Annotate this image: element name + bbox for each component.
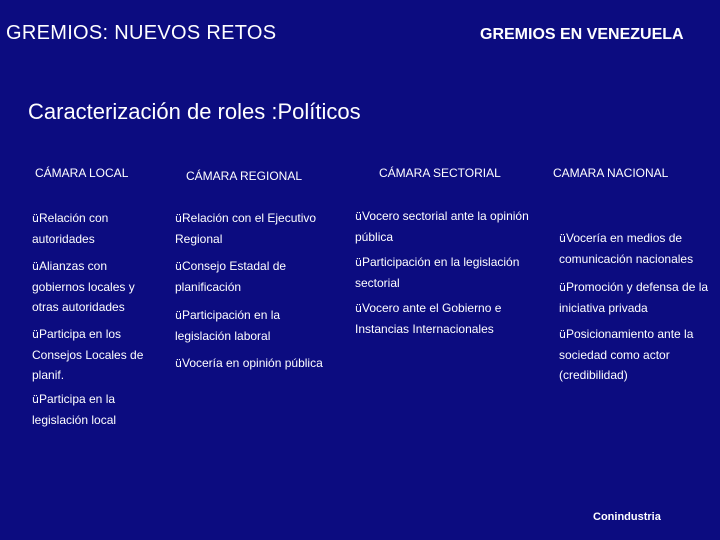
list-item: üRelación con el Ejecutivo Regional bbox=[175, 211, 317, 246]
column-heading-regional: CÁMARA REGIONAL bbox=[186, 169, 303, 183]
list-item: üParticipación en la legislación sectorial bbox=[355, 255, 520, 290]
check-bullet-icon: ü bbox=[559, 281, 566, 294]
list-item: üPosicionamiento ante la sociedad como actor (credibilidad) bbox=[559, 327, 694, 382]
check-bullet-icon: ü bbox=[175, 212, 182, 225]
list-item: üVocería en opinión pública bbox=[175, 356, 323, 370]
column-local bbox=[32, 208, 143, 430]
check-bullet-icon: ü bbox=[175, 309, 182, 322]
check-bullet-icon: ü bbox=[355, 210, 362, 223]
column-regional bbox=[175, 208, 323, 374]
check-bullet-icon: ü bbox=[559, 328, 566, 341]
check-bullet-icon: ü bbox=[32, 328, 39, 341]
list-item: üVocero sectorial ante la opinión pública bbox=[355, 209, 529, 244]
list-item: üPromoción y defensa de la iniciativa privada bbox=[559, 280, 709, 315]
header-title-left: GREMIOS: NUEVOS RETOS bbox=[6, 22, 277, 44]
column-nacional bbox=[559, 228, 708, 385]
check-bullet-icon: ü bbox=[175, 260, 182, 273]
check-bullet-icon: ü bbox=[32, 212, 39, 225]
column-heading-sectorial: CÁMARA SECTORIAL bbox=[379, 166, 501, 180]
list-item: üAlianzas con gobiernos locales y otras autoridades bbox=[32, 259, 135, 314]
check-bullet-icon: ü bbox=[32, 393, 39, 406]
list-item: üRelación con autoridades bbox=[32, 211, 109, 246]
column-heading-local: CÁMARA LOCAL bbox=[35, 166, 129, 180]
list-item: üConsejo Estadal de planificación bbox=[175, 259, 287, 294]
check-bullet-icon: ü bbox=[32, 260, 39, 273]
check-bullet-icon: ü bbox=[355, 302, 362, 315]
slide-subtitle: Caracterización de roles :Políticos bbox=[28, 99, 361, 124]
list-item: üParticipa en los Consejos Locales de planif. bbox=[32, 327, 144, 382]
check-bullet-icon: ü bbox=[175, 357, 182, 370]
list-item: üVocería en medios de comunicación nacionales bbox=[559, 231, 694, 266]
column-sectorial bbox=[355, 206, 529, 339]
list-item: üParticipa en la legislación local bbox=[32, 392, 117, 427]
column-heading-nacional: CAMARA NACIONAL bbox=[553, 166, 669, 180]
check-bullet-icon: ü bbox=[355, 256, 362, 269]
list-item: üVocero ante el Gobierno e Instancias Internacionales bbox=[355, 301, 502, 336]
footer-brand: Conindustria bbox=[593, 511, 661, 523]
check-bullet-icon: ü bbox=[559, 232, 566, 245]
header-title-right: GREMIOS EN VENEZUELA bbox=[480, 26, 684, 43]
list-item: üParticipación en la legislación laboral bbox=[175, 308, 281, 343]
